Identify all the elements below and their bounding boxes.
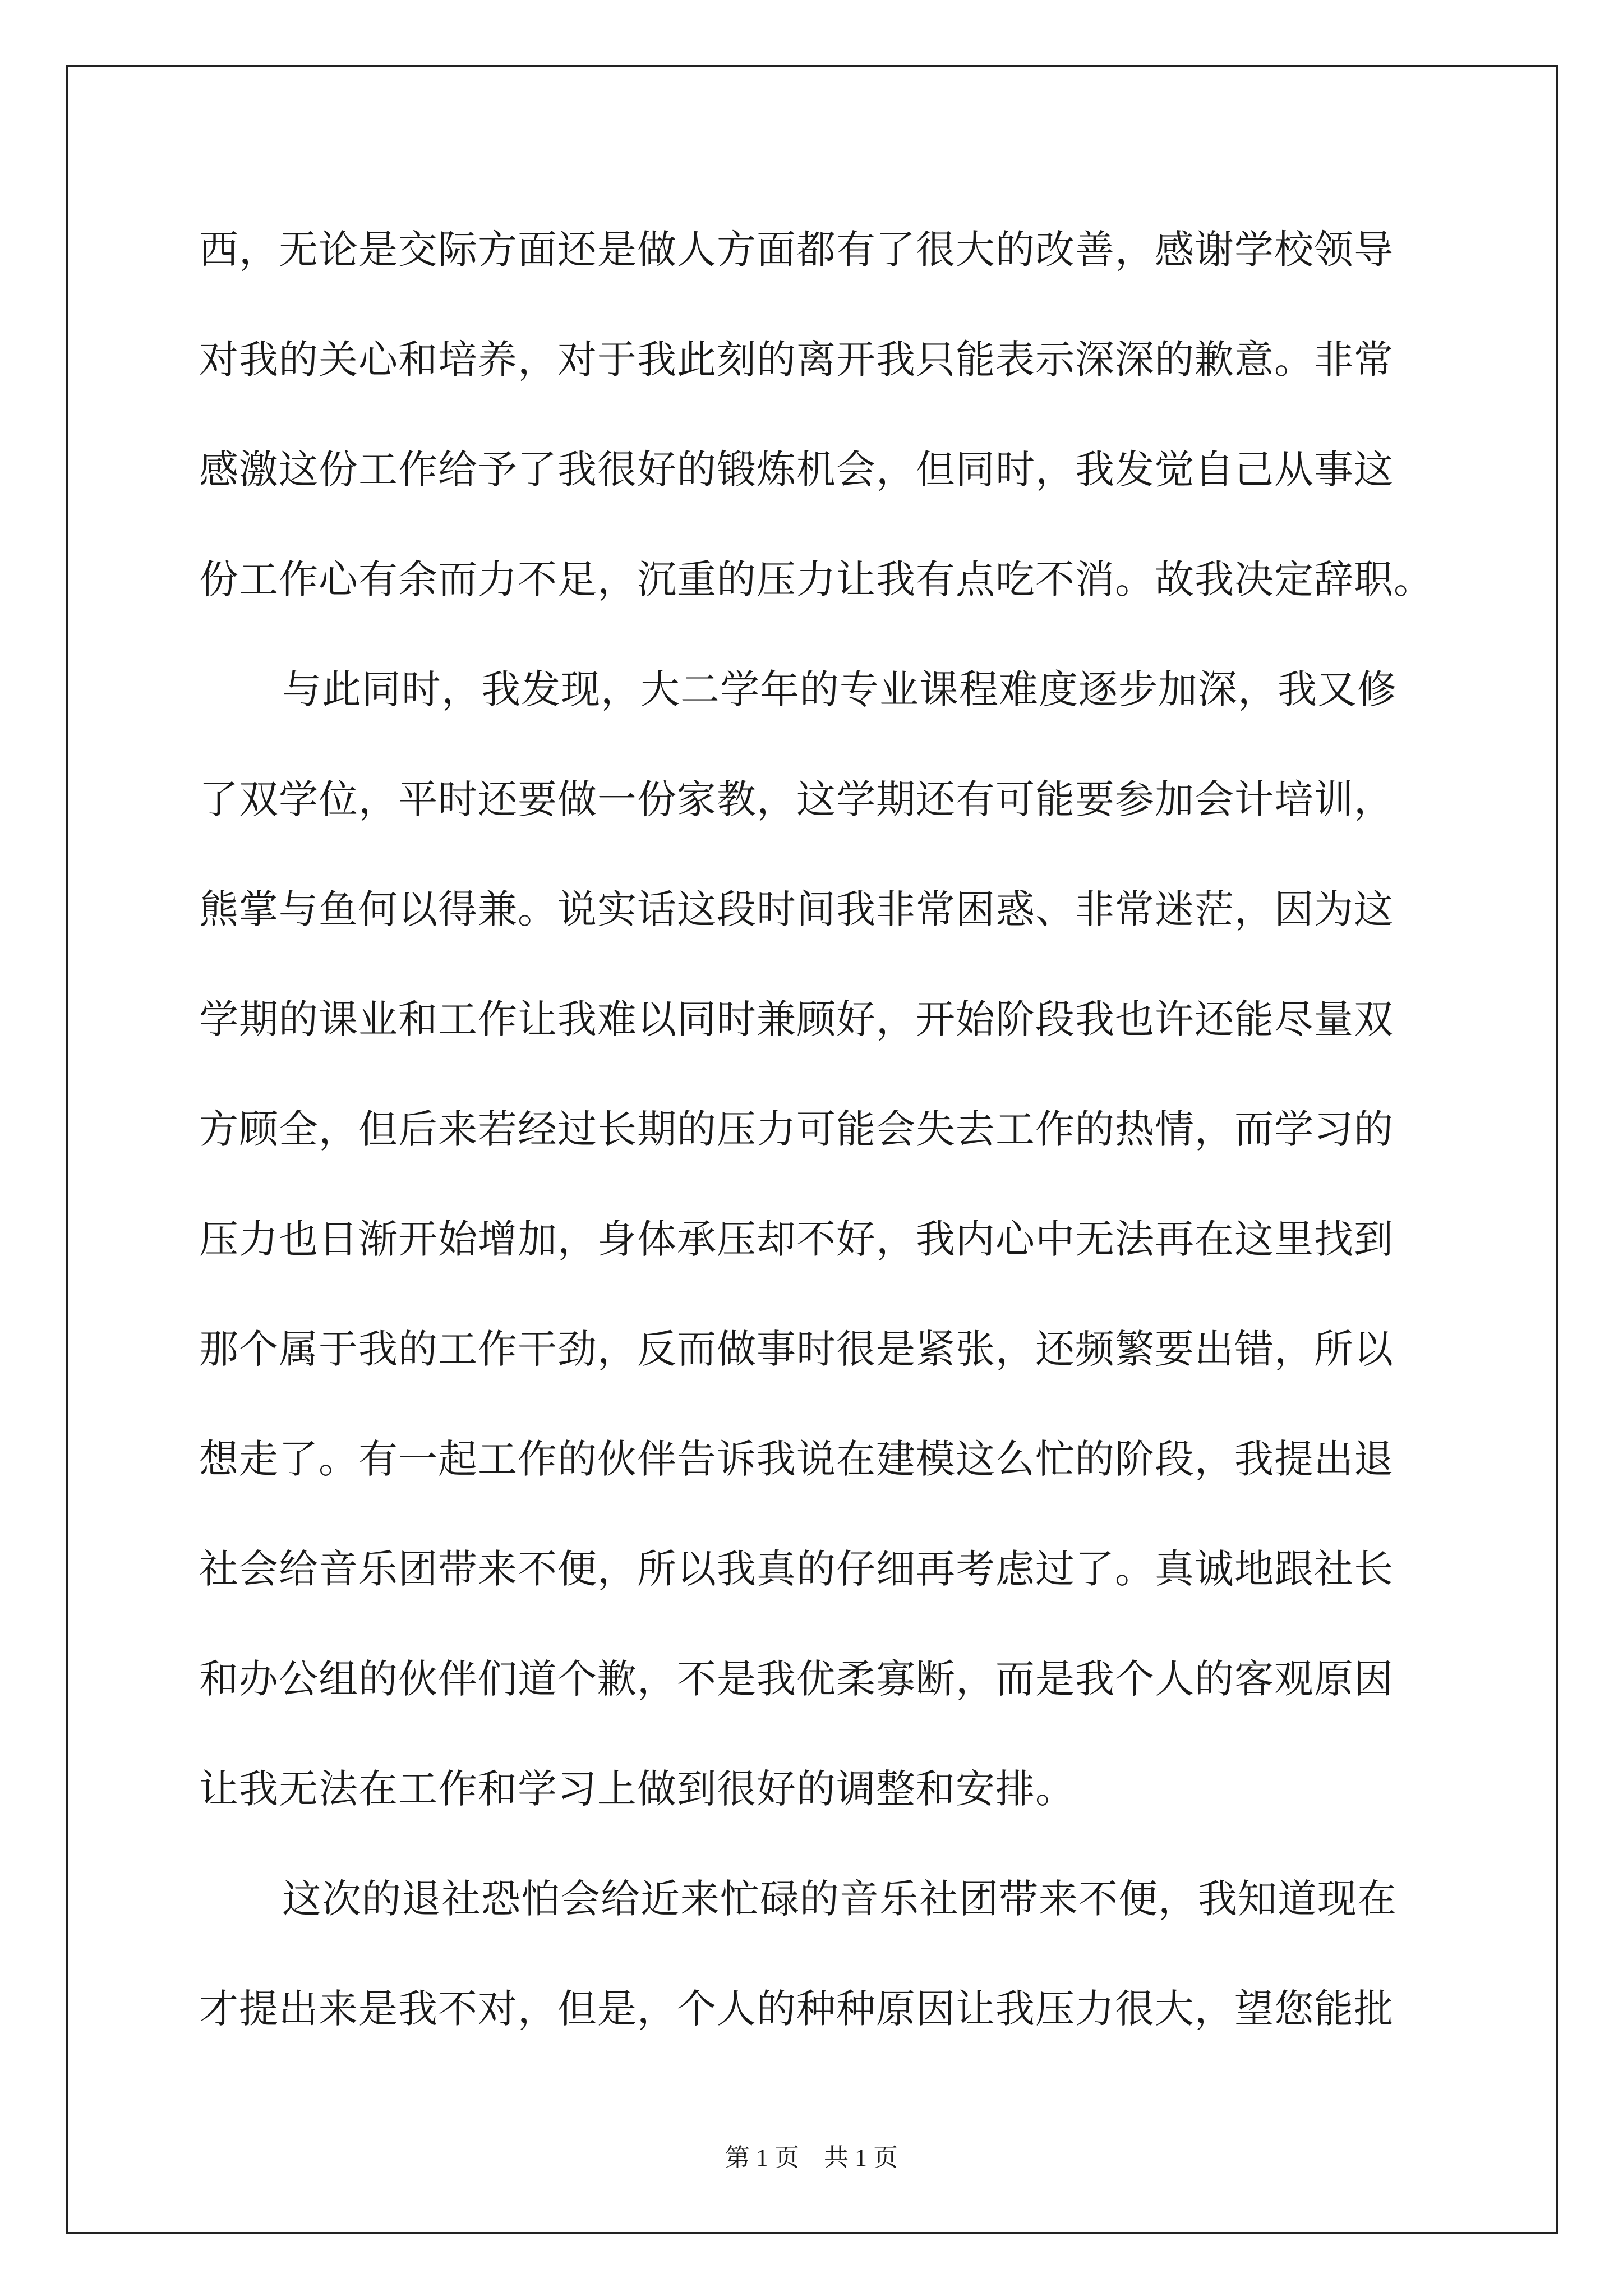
text-line: 这次的退社恐怕会给近来忙碌的音乐社团带来不便，我知道现在 [282,1876,1397,1922]
text-line: 份工作心有余而力不足，沉重的压力让我有点吃不消。故我决定辞职。 [199,556,1433,602]
text-line: 方顾全，但后来若经过长期的压力可能会失去工作的热情，而学习的 [199,1106,1394,1152]
text-line: 熊掌与鱼何以得兼。说实话这段时间我非常困惑、非常迷茫，因为这 [199,886,1394,932]
text-line: 压力也日渐开始增加，身体承压却不好，我内心中无法再在这里找到 [199,1216,1394,1262]
text-line: 和办公组的伙伴们道个歉，不是我优柔寡断，而是我个人的客观原因 [199,1656,1394,1702]
text-line: 那个属于我的工作干劲，反而做事时很是紧张，还频繁要出错，所以 [199,1326,1394,1372]
text-line: 才提出来是我不对，但是，个人的种种原因让我压力很大，望您能批 [199,1986,1394,2032]
text-line: 学期的课业和工作让我难以同时兼顾好，开始阶段我也许还能尽量双 [199,996,1394,1042]
text-line: 感激这份工作给予了我很好的锻炼机会，但同时，我发觉自己从事这 [199,447,1394,493]
document-body [199,222,1441,2091]
text-line: 与此同时，我发现，大二学年的专业课程难度逐步加深，我又修 [282,666,1397,712]
text-line: 了双学位，平时还要做一份家教，这学期还有可能要参加会计培训， [199,776,1394,822]
text-line: 对我的关心和培养，对于我此刻的离开我只能表示深深的歉意。非常 [199,337,1394,383]
text-line: 让我无法在工作和学习上做到很好的调整和安排。 [199,1766,1075,1812]
page-footer: 第 1 页 共 1 页 [725,2144,898,2171]
text-line: 想走了。有一起工作的伙伴告诉我说在建模这么忙的阶段，我提出退 [199,1436,1394,1482]
text-line: 西，无论是交际方面还是做人方面都有了很大的改善，感谢学校领导 [199,227,1394,273]
text-line: 社会给音乐团带来不便，所以我真的仔细再考虑过了。真诚地跟社长 [199,1546,1394,1592]
